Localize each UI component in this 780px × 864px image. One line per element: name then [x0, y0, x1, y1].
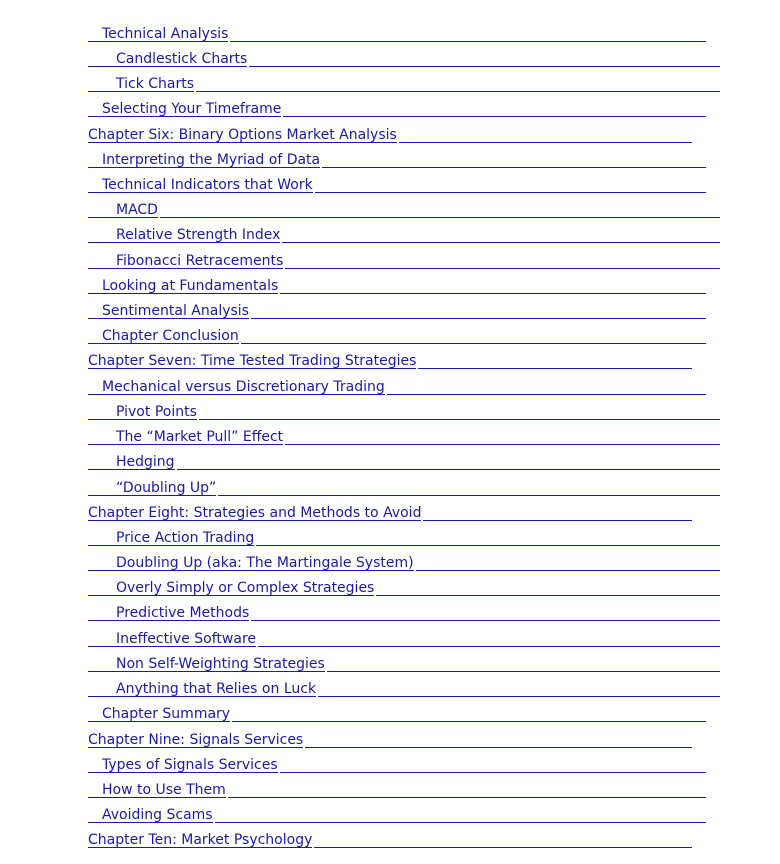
toc-link-label: MACD	[116, 202, 158, 218]
toc-link-label: Chapter Eight: Strategies and Methods to Avoid	[88, 505, 422, 521]
toc-link-label: Chapter Six: Binary Options Market Analysis	[88, 127, 397, 143]
toc-link-label: Pivot Points	[116, 404, 197, 420]
toc-link-non-self-weighting-strategies[interactable]	[88, 652, 720, 672]
toc-link-label: Chapter Nine: Signals Services	[88, 732, 304, 748]
toc-link-mechanical-versus-discretionary-trading[interactable]	[88, 375, 706, 395]
toc-link-label: The “Market Pull” Effect	[116, 429, 284, 445]
dot-leader	[88, 217, 720, 218]
toc-link-types-of-signals-services[interactable]	[88, 753, 706, 773]
toc-link-label: Anything that Relies on Luck	[116, 681, 317, 697]
toc-link-sentimental-analysis[interactable]	[88, 299, 706, 319]
toc-link-label: Sentimental Analysis	[102, 303, 249, 319]
toc-link-overly-simply-or-complex-strategies[interactable]	[88, 576, 720, 596]
toc-link-label: Candlestick Charts	[116, 51, 248, 67]
toc-link-label: Mechanical versus Discretionary Trading	[102, 379, 385, 395]
toc-link-looking-at-fundamentals[interactable]	[88, 274, 706, 294]
toc-link-how-to-use-them[interactable]	[88, 778, 706, 798]
toc-link-label: Selecting Your Timeframe	[102, 101, 282, 117]
toc-link-chapter-eight[interactable]	[88, 501, 692, 521]
toc-link-doubling-up[interactable]	[88, 476, 720, 496]
toc-link-label: Avoiding Scams	[102, 807, 213, 823]
toc-link-label: “Doubling Up”	[116, 480, 217, 496]
toc-link-label: Price Action Trading	[116, 530, 255, 546]
toc-link-pivot-points[interactable]	[88, 400, 720, 420]
toc-link-chapter-ten[interactable]	[88, 828, 692, 848]
toc-link-label: Non Self-Weighting Strategies	[116, 656, 325, 672]
toc-link-label: Chapter Conclusion	[102, 328, 239, 344]
toc-link-chapter-nine[interactable]	[88, 728, 692, 748]
toc-link-predictive-methods[interactable]	[88, 601, 720, 621]
toc-link-label: Technical Indicators that Work	[102, 177, 313, 193]
toc-link-chapter-summary[interactable]	[88, 702, 706, 722]
toc-link-label: Types of Signals Services	[102, 757, 278, 773]
toc-link-relative-strength-index[interactable]	[88, 223, 720, 243]
toc-link-label: Hedging	[116, 454, 175, 470]
toc-link-macd[interactable]	[88, 198, 720, 218]
toc-link-market-pull-effect[interactable]	[88, 425, 720, 445]
toc-link-label: Chapter Summary	[102, 706, 231, 722]
toc-link-label: Chapter Ten: Market Psychology	[88, 832, 313, 848]
toc-link-ineffective-software[interactable]	[88, 627, 720, 647]
toc-link-label: Predictive Methods	[116, 605, 250, 621]
toc-link-label: Relative Strength Index	[116, 227, 281, 243]
toc-link-label: Looking at Fundamentals	[102, 278, 279, 294]
toc-link-interpreting-the-myriad-of-data[interactable]	[88, 148, 706, 168]
toc-link-hedging[interactable]	[88, 450, 720, 470]
toc-link-chapter-conclusion[interactable]	[88, 324, 706, 344]
toc-link-label: Interpreting the Myriad of Data	[102, 152, 321, 168]
toc-link-technical-indicators-that-work[interactable]	[88, 173, 706, 193]
toc-link-price-action-trading[interactable]	[88, 526, 720, 546]
toc-link-label: Fibonacci Retracements	[116, 253, 284, 269]
toc-link-label: How to Use Them	[102, 782, 226, 798]
toc-link-candlestick-charts[interactable]	[88, 47, 720, 67]
toc-link-label: Overly Simply or Complex Strategies	[116, 580, 375, 596]
dot-leader	[88, 469, 720, 470]
toc-link-chapter-seven[interactable]	[88, 349, 692, 369]
toc-link-label: Tick Charts	[116, 76, 195, 92]
toc-link-label: Chapter Seven: Time Tested Trading Strategies	[88, 353, 417, 369]
toc-link-avoiding-scams[interactable]	[88, 803, 706, 823]
toc-link-label: Technical Analysis	[102, 26, 229, 42]
toc-link-selecting-your-timeframe[interactable]	[88, 97, 706, 117]
toc-link-anything-that-relies-on-luck[interactable]	[88, 677, 720, 697]
toc-link-technical-analysis[interactable]	[88, 22, 706, 42]
toc-link-chapter-six[interactable]	[88, 123, 692, 143]
toc-link-label: Ineffective Software	[116, 631, 257, 647]
toc-link-fibonacci-retracements[interactable]	[88, 249, 720, 269]
toc-link-tick-charts[interactable]	[88, 72, 720, 92]
toc-link-martingale-system[interactable]	[88, 551, 720, 571]
toc-link-label: Doubling Up (aka: The Martingale System)	[116, 555, 414, 571]
